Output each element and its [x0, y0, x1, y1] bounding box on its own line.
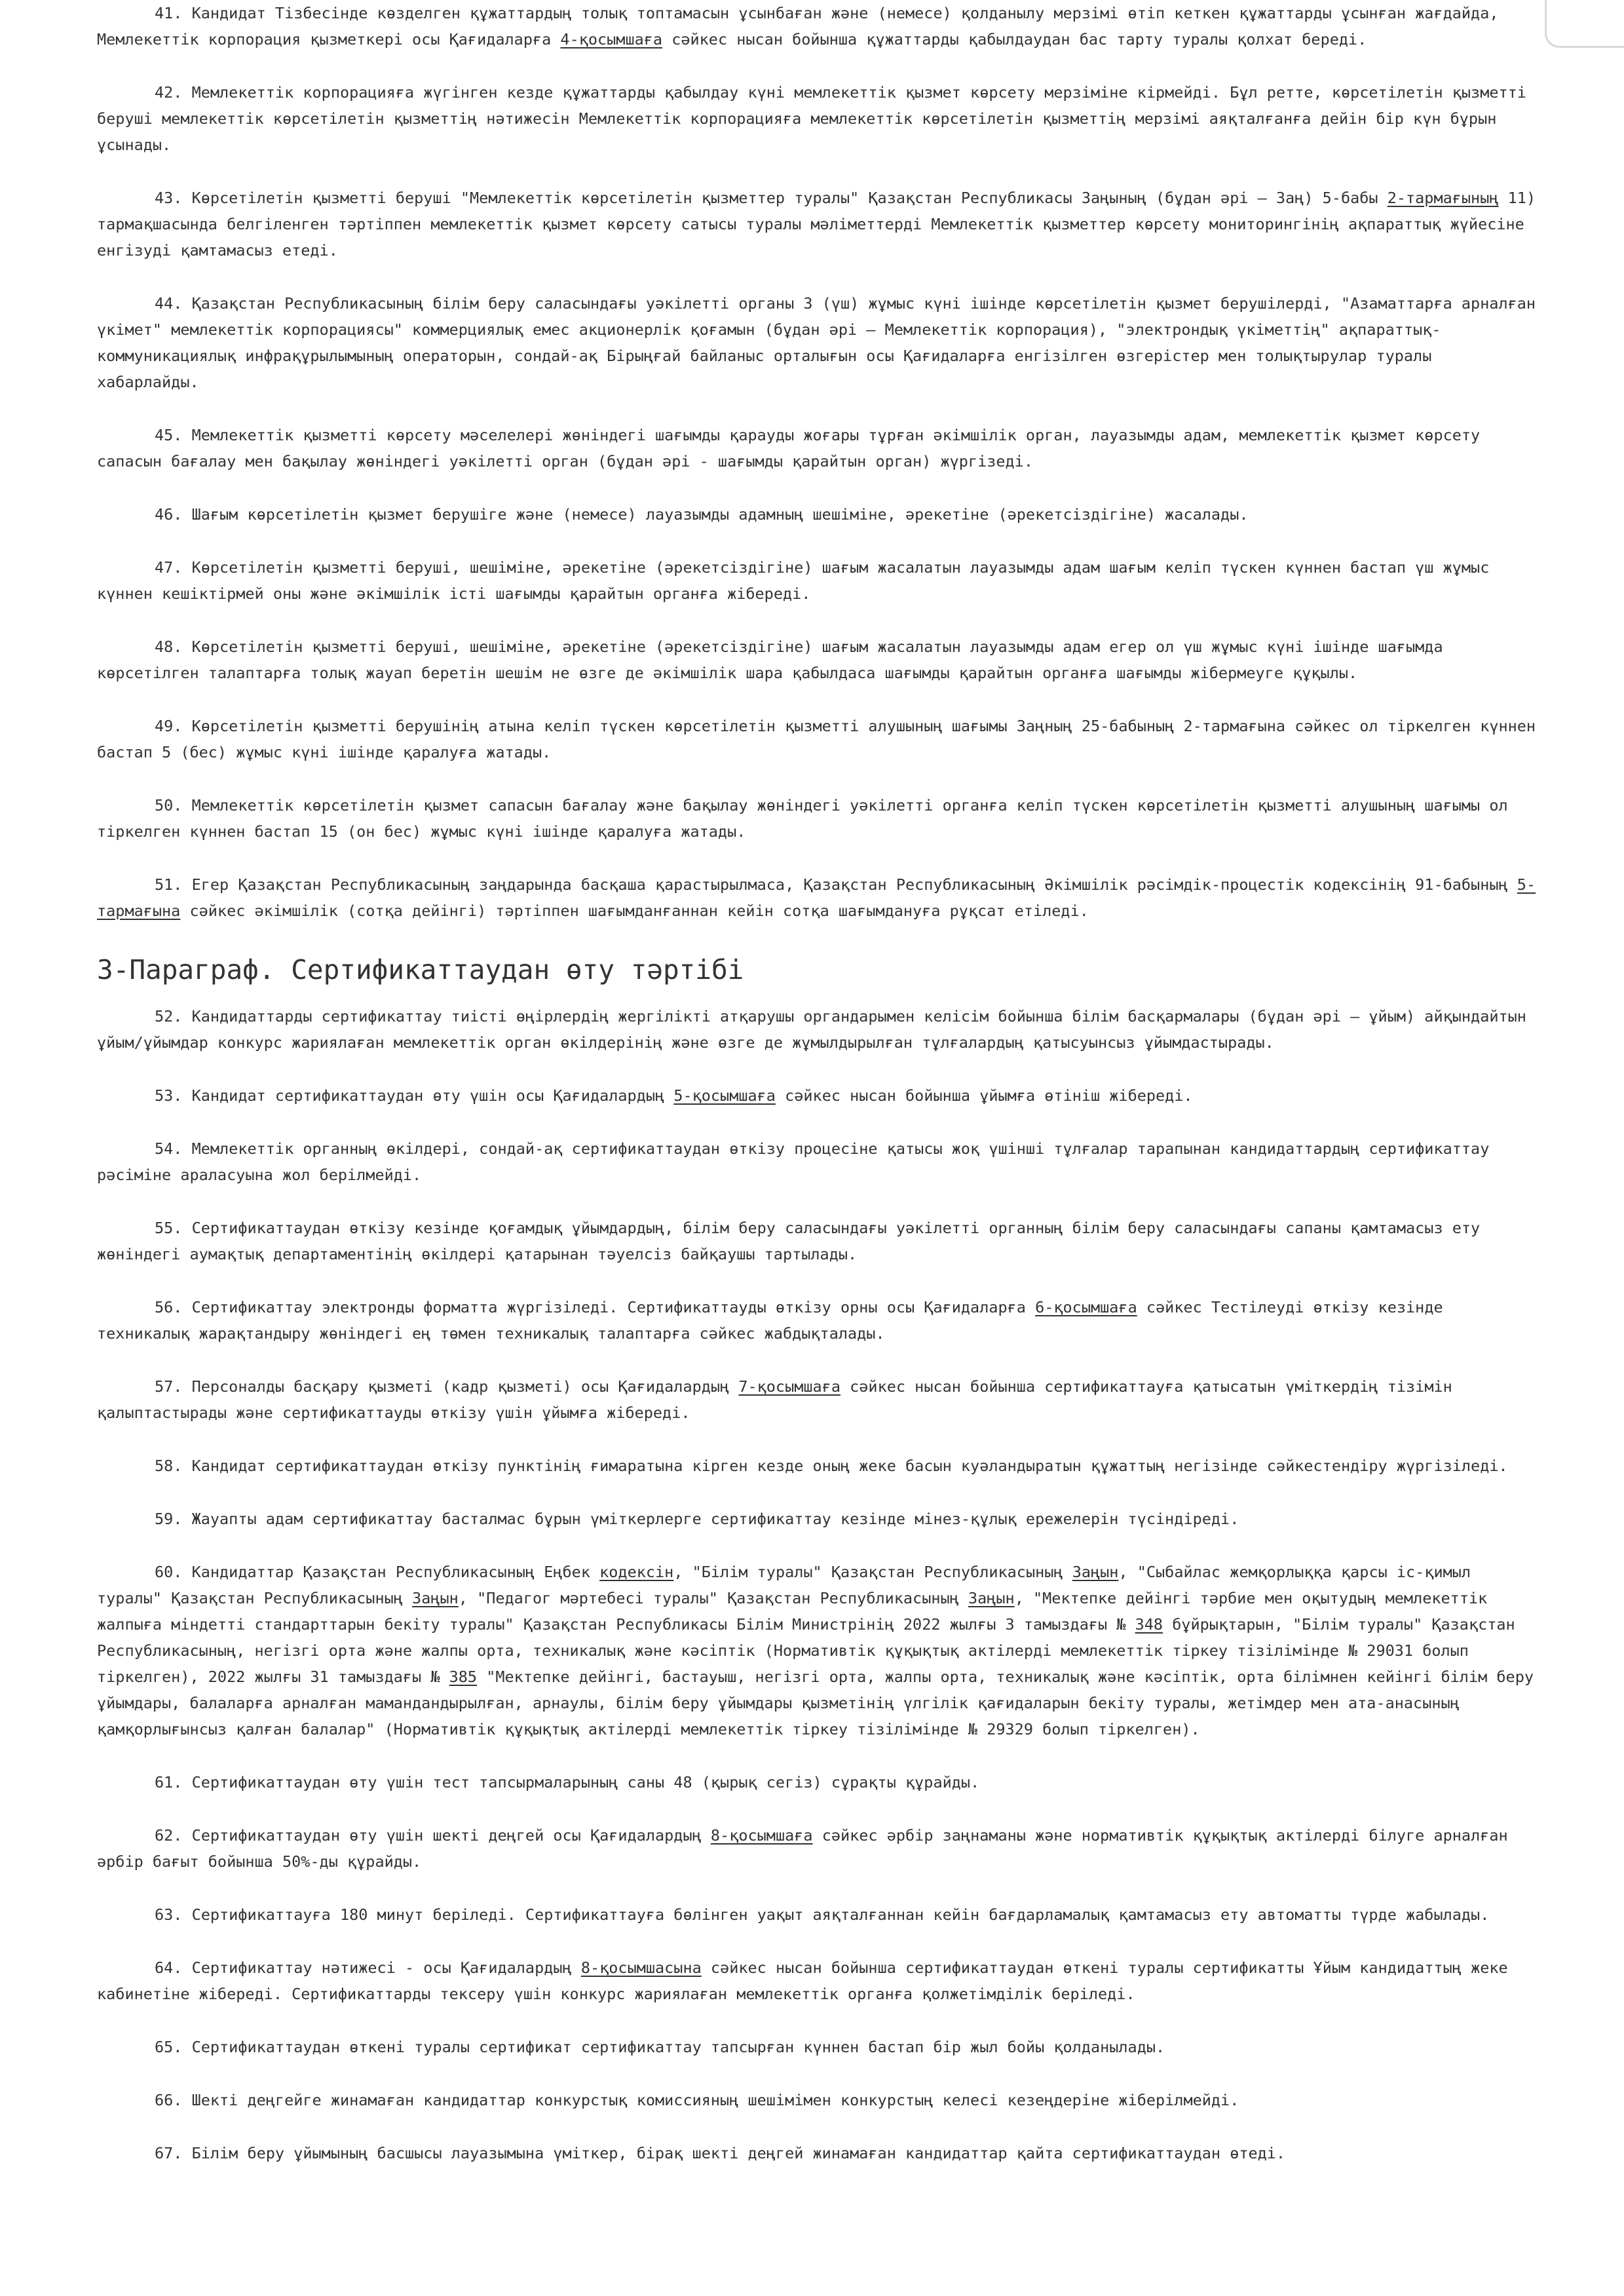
paragraph: 64. Сертификаттау нәтижесі - осы Қағидалардың 8-қосымшасына сәйкес нысан бойынша сертификаттаудан өткені туралы сертификатты Ұйым кандидаттың жеке кабинетіне жібереді. Сертификаттарды тексеру үшін конкурс жариялаған мемлекеттік органға қолжетімділік беріледі. [97, 1959, 1508, 2003]
paragraph: 59. Жауапты адам сертификаттау басталмас бұрын үміткерлерге сертификаттау кезінде мінез-құлық ережелерін түсіндіреді. [155, 1510, 1239, 1528]
paragraph: 56. Сертификаттау электронды форматта жүргізіледі. Сертификаттауды өткізу орны осы Қағидаларға 6-қосымшаға сәйкес Тестілеуді өткізу кезінде техникалық жарақтандыру жөніндегі ең төмен техникалық талаптарға сәйкес жабдықталады. [97, 1298, 1443, 1343]
paragraph: 50. Мемлекеттік көрсетілетін қызмет сапасын бағалау және бақылау жөніндегі уәкілетті органға келіп түскен көрсетілетін қызметті алушының шағымы ол тіркелген күннен бастап 15 (он бес) жұмыс күні ішінде қаралуға жатады. [97, 796, 1508, 841]
inline-link[interactable]: 6-қосымшаға [1035, 1298, 1137, 1316]
paragraph: 66. Шекті деңгейге жинамаған кандидаттар конкурстық комиссияның шешімімен конкурстың келесі кезеңдеріне жіберілмейді. [155, 2091, 1239, 2109]
paragraph: 67. Білім беру ұйымының басшысы лауазымына үміткер, бірақ шекті деңгей жинамаған кандидаттар қайта сертификаттаудан өтеді. [155, 2144, 1286, 2162]
corner-tab[interactable] [1545, 0, 1624, 48]
paragraph: 60. Кандидаттар Қазақстан Республикасының Еңбек кодексін, "Білім туралы" Қазақстан Республикасының Заңын, "Сыбайлас жемқорлыққа қарсы іс-қимыл туралы" Қазақстан Республикасының Заңын, "Педагог мәртебесі туралы" Қазақстан Республикасының Заңын, "Мектепке дейінгі тәрбие мен оқытудың мемлекеттік жалпыға міндетті стандарттарын бекіту туралы" Қазақстан Республикасы Білім Министрінің 2022 жылғы 3 тамыздағы № 348 бұйрықтарын, "Білім туралы" Қазақстан Республикасының, негізгі орта және жалпы орта, техникалық және кәсіптік (Нормативтік құқықтық актілерді мемлекеттік тіркеу тізілімінде № 29031 болып тіркелген), 2022 жылғы 31 тамыздағы № 385 "Мектепке дейінгі, бастауыш, негізгі орта, жалпы орта, техникалық және кәсіптік, орта білімнен кейінгі білім беру ұйымдары, балаларға арналған мамандандырылған, арнаулы, білім беру ұйымдары қызметінің үлгілік қағидаларын бекіту туралы, жетімдер мен ата-анасының қамқорлығынсыз қалған балалар" (Нормативтік құқықтық актілерді мемлекеттік тіркеу тізілімінде № 29329 болып тіркелген). [97, 1563, 1534, 1738]
paragraph: 43. Көрсетілетін қызметті беруші "Мемлекеттік көрсетілетін қызметтер туралы" Қазақстан Республикасы Заңының (бұдан әрі – Заң) 5-бабы 2-тармағының 11) тармақшасында белгіленген тәртіппен мемлекеттік қызмет көрсету сатысы туралы мәліметтерді Мемлекеттік қызметтер көрсету мониторингінің ақпараттық жүйесіне енгізуді қамтамасыз етеді. [97, 189, 1536, 259]
inline-link[interactable]: Заңын [968, 1589, 1015, 1607]
section-heading: 3-Параграф. Сертификаттаудан өту тәртібі [97, 954, 744, 985]
paragraph: 53. Кандидат сертификаттаудан өту үшін осы Қағидалардың 5-қосымшаға сәйкес нысан бойынша ұйымға өтініш жібереді. [155, 1086, 1193, 1105]
paragraph: 65. Сертификаттаудан өткені туралы сертификат сертификаттау тапсырған күннен бастап бір жыл бойы қолданылады. [155, 2038, 1165, 2056]
paragraph: 62. Сертификаттаудан өту үшін шекті деңгей осы Қағидалардың 8-қосымшаға сәйкес әрбір заңнаманы және нормативтік құқықтық актілерді білуге арналған әрбір бағыт бойынша 50%-ды құрайды. [97, 1826, 1508, 1871]
inline-link[interactable]: 385 [449, 1668, 478, 1686]
paragraph: 63. Сертификаттауға 180 минут беріледі. Сертификаттауға бөлінген уақыт аяқталғаннан кейін бағдарламалық қамтамасыз ету автоматты түрде жабылады. [155, 1905, 1490, 1924]
paragraph: 49. Көрсетілетін қызметті берушінің атына келіп түскен көрсетілетін қызметті алушының шағымы Заңның 25-бабының 2-тармағына сәйкес ол тіркелген күннен бастап 5 (бес) жұмыс күні ішінде қаралуға жатады. [97, 717, 1536, 761]
paragraph: 57. Персоналды басқару қызметі (кадр қызметі) осы Қағидалардың 7-қосымшаға сәйкес нысан бойынша сертификаттауға қатысатын үміткердің тізімін қалыптастырады және сертификаттауды өткізу үшін ұйымға жібереді. [97, 1377, 1452, 1422]
inline-link[interactable]: 4-қосымшаға [560, 30, 663, 48]
paragraph: 51. Егер Қазақстан Республикасының заңдарында басқаша қарастырылмаса, Қазақстан Республикасының Әкімшілік рәсімдік-процестік кодексінің 91-бабының 5-тармағына сәйкес әкімшілік (сотқа дейінгі) тәртіппен шағымданғаннан кейін сотқа шағымдануға рұқсат етіледі. [97, 875, 1536, 920]
paragraph: 58. Кандидат сертификаттаудан өткізу пунктінің ғимаратына кірген кезде оның жеке басын куәландыратын құжаттың негізінде сәйкестендіру жүргізіледі. [155, 1457, 1508, 1475]
paragraph: 41. Кандидат Тізбесінде көзделген құжаттардың толық топтамасын ұсынбаған және (немесе) қолданылу мерзімі өтіп кеткен құжаттарды ұсынған жағдайда, Мемлекеттік корпорация қызметкері осы Қағидаларға 4-қосымшаға сәйкес нысан бойынша құжаттарды қабылдаудан бас тарту туралы қолхат береді. [97, 4, 1499, 48]
inline-link[interactable]: кодексін [599, 1563, 674, 1581]
inline-link[interactable]: 2-тармағының [1387, 189, 1499, 207]
paragraph: 42. Мемлекеттік корпорацияға жүгінген кезде құжаттарды қабылдау күні мемлекеттік қызмет көрсету мерзіміне кірмейді. Бұл ретте, көрсетілетін қызметті беруші мемлекеттік көрсетілетін қызметтің нәтижесін Мемлекеттік корпорацияға мемлекеттік көрсетілетін қызметтің мерзімі аяқталғанға дейін бір күн бұрын ұсынады. [97, 83, 1526, 154]
inline-link[interactable]: 5-тармағына [97, 875, 1536, 920]
paragraph: 45. Мемлекеттік қызметті көрсету мәселелері жөніндегі шағымды қарауды жоғары тұрған әкімшілік орган, лауазымды адам, мемлекеттік қызмет көрсету сапасын бағалау мен бақылау жөніндегі уәкілетті орган (бұдан әрі - шағымды қарайтын орган) жүргізеді. [97, 426, 1481, 470]
inline-link[interactable]: Заңын [412, 1589, 459, 1607]
paragraph: 46. Шағым көрсетілетін қызмет берушіге және (немесе) лауазымды адамның шешіміне, әрекетіне (әрекетсіздігіне) жасалады. [155, 505, 1249, 524]
paragraphs-before-section [97, 0, 1538, 924]
inline-link[interactable]: 5-қосымшаға [673, 1086, 776, 1105]
inline-link[interactable]: Заңын [1072, 1563, 1119, 1581]
document-body [97, 0, 1538, 2193]
paragraph: 55. Сертификаттаудан өткізу кезінде қоғамдық ұйымдардың, білім беру саласындағы уәкілетті органның білім беру саласындағы сапаны қамтамасыз ету жөніндегі аумақтық департаментінің өкілдері қатарынан тәуелсіз байқаушы тартылады. [97, 1219, 1481, 1263]
inline-link[interactable]: 7-қосымшаға [738, 1377, 840, 1396]
inline-link[interactable]: 348 [1135, 1615, 1163, 1634]
paragraph: 47. Көрсетілетін қызметті беруші, шешіміне, әрекетіне (әрекетсіздігіне) шағым жасалатын лауазымды адам шағым келіп түскен күннен бастап үш жұмыс күннен кешіктірмей оны және әкімшілік істі шағымды қарайтын органға жібереді. [97, 558, 1490, 603]
paragraph: 48. Көрсетілетін қызметті беруші, шешіміне, әрекетіне (әрекетсіздігіне) шағым жасалатын лауазымды адам егер ол үш жұмыс күні ішінде шағымда көрсетілген талаптарға толық жауап беретін шешім не өзге де әкімшілік шара қабылдаса шағымды қарайтын органға шағымды жібермеуге құқылы. [97, 638, 1443, 682]
inline-link[interactable]: 8-қосымшасына [580, 1959, 702, 1977]
paragraph: 52. Кандидаттарды сертификаттау тиісті өңірлердің жергілікті атқарушы органдарымен келісім бойынша білім басқармалары (бұдан әрі – ұйым) айқындайтын ұйым/ұйымдар конкурс жариялаған мемлекеттік орган өкілдерінің және өзге де жұмылдырылған тұлғалардың қатысуынсыз ұйымдастырады. [97, 1007, 1526, 1052]
paragraph: 61. Сертификаттаудан өту үшін тест тапсырмаларының саны 48 (қырық сегіз) сұрақты құрайды. [155, 1773, 980, 1791]
paragraph: 44. Қазақстан Республикасының білім беру саласындағы уәкілетті органы 3 (үш) жұмыс күні ішінде көрсетілетін қызмет берушілерді, "Азаматтарға арналған үкімет" мемлекеттік корпорациясы" коммерциялық емес акционерлік қоғамын (бұдан әрі – Мемлекеттік корпорация), "электрондық үкіметтің" ақпараттық-коммуникациялық инфрақұрылымының операторын, сондай-ақ Бірыңғай байланыс орталығын осы Қағидаларға енгізілген өзгерістер мен толықтырулар туралы хабарлайды. [97, 294, 1536, 391]
paragraph: 54. Мемлекеттік органның өкілдері, сондай-ақ сертификаттаудан өткізу процесіне қатысы жоқ үшінші тұлғалар тарапынан кандидаттардың сертификаттау рәсіміне араласуына жол берілмейді. [97, 1139, 1490, 1184]
paragraphs-after-section [97, 1003, 1538, 2166]
inline-link[interactable]: 8-қосымшаға [710, 1826, 813, 1845]
